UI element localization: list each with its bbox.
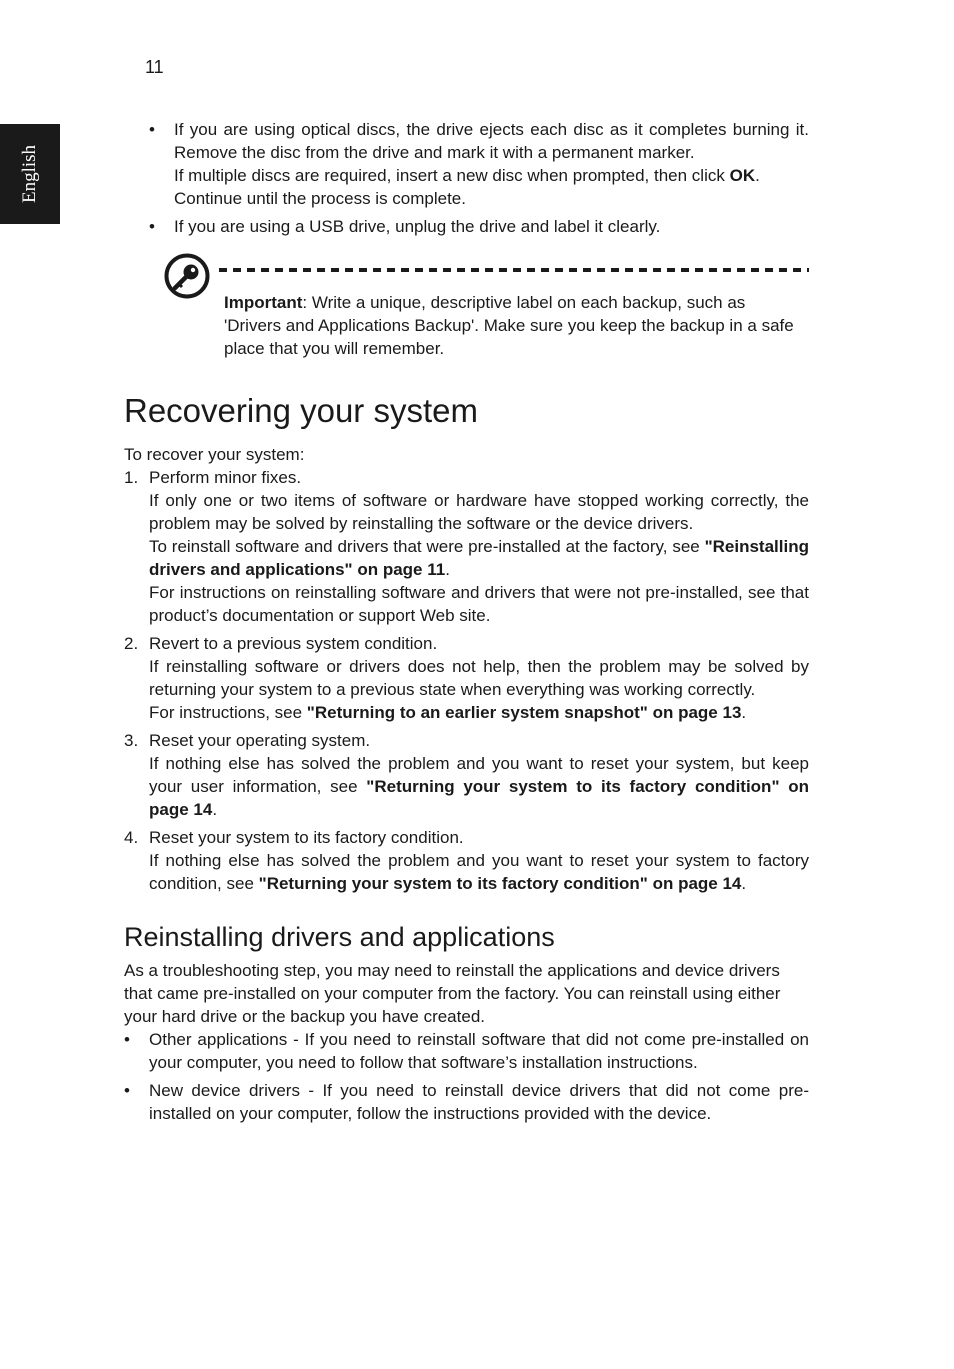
step-number: 3. [124, 731, 139, 750]
page-content [124, 118, 809, 1130]
list-item [124, 1079, 809, 1125]
step-text: If nothing else has solved the problem and you want to reset your system, but keep your user information, see "Returning your system to its factory condition" on page 14. [149, 754, 809, 819]
step-heading: Reset your system to its factory condition. [149, 828, 464, 847]
step-item [124, 729, 809, 821]
language-tab [0, 124, 60, 224]
reinstalling-intro: As a troubleshooting step, you may need to reinstall the applications and device drivers that came pre-installed on your computer from the factory. You can reinstall using either your hard drive or the backup you have created. [124, 961, 781, 1026]
list-item [124, 118, 809, 210]
list-item-text: New device drivers - If you need to reinstall device drivers that did not come pre-installed on your computer, follow the instructions provided with the device. [149, 1081, 809, 1123]
section-title-recovering: Recovering your system [124, 392, 478, 429]
cross-reference: "Returning to an earlier system snapshot" on page 13 [306, 703, 742, 722]
step-number: 2. [124, 634, 139, 653]
list-item [124, 1028, 809, 1074]
step-number: 4. [124, 828, 139, 847]
step-text: For instructions, see "Returning to an earlier system snapshot" on page 13. [149, 703, 747, 722]
list-item-text: If you are using a USB drive, unplug the drive and label it clearly. [174, 217, 661, 236]
page-number: 11 [145, 57, 164, 77]
dashed-divider [219, 268, 809, 272]
recovering-intro: To recover your system: [124, 445, 305, 464]
step-number: 1. [124, 468, 139, 487]
step-text: If only one or two items of software or hardware have stopped working correctly, the problem may be solved by reinstalling the software or the device drivers. [149, 491, 809, 533]
bullet-marker: • [149, 120, 155, 139]
bullet-marker: • [124, 1081, 130, 1100]
bullet-marker: • [149, 217, 155, 236]
step-item [124, 632, 809, 724]
step-text: If nothing else has solved the problem and you want to reset your system to factory condition, see "Returning your system to its factory condition" on page 14. [149, 851, 809, 893]
list-item [124, 215, 809, 238]
list-item-text: Other applications - If you need to reinstall software that did not come pre-installed on your computer, you need to follow that software’s installation instructions. [149, 1030, 809, 1072]
step-heading: Reset your operating system. [149, 731, 371, 750]
language-tab-label: English [19, 144, 40, 204]
backup-bullets [124, 118, 809, 238]
step-text: If reinstalling software or drivers does not help, then the problem may be solved by returning your system to a previous state when everything was working correctly. [149, 657, 809, 699]
ok-emphasis: OK [729, 166, 756, 185]
recovery-steps [124, 466, 809, 895]
reinstall-bullets [124, 1028, 809, 1125]
section-title-reinstalling: Reinstalling drivers and applications [124, 922, 555, 952]
cross-reference: "Returning your system to its factory condition" on page 14 [258, 874, 742, 893]
step-text: For instructions on reinstalling software and drivers that were not pre-installed, see that product’s documentation or support Web site. [149, 583, 809, 625]
key-icon [164, 253, 210, 299]
step-text: To reinstall software and drivers that were pre-installed at the factory, see "Reinstalling drivers and applications" on page 11. [149, 537, 809, 579]
step-heading: Revert to a previous system condition. [149, 634, 438, 653]
step-heading: Perform minor fixes. [149, 468, 302, 487]
step-item [124, 466, 809, 627]
list-item-text: If you are using optical discs, the drive ejects each disc as it completes burning it. Remove the disc from the drive and mark it with a permanent marker. [174, 120, 809, 162]
important-text: Important: Write a unique, descriptive label on each backup, such as 'Drivers and Applications Backup'. Make sure you keep the backup in a safe place that you will remember. [224, 293, 794, 358]
important-label: Important [224, 293, 303, 312]
bullet-marker: • [124, 1030, 130, 1049]
cross-reference: "Returning your system to its factory condition" on page 14 [149, 777, 809, 819]
list-item-text: If multiple discs are required, insert a new disc when prompted, then click OK. Continue until the process is complete. [174, 166, 760, 208]
step-item [124, 826, 809, 895]
important-note [124, 253, 809, 365]
cross-reference: "Reinstalling drivers and applications" on page 11 [149, 537, 809, 579]
